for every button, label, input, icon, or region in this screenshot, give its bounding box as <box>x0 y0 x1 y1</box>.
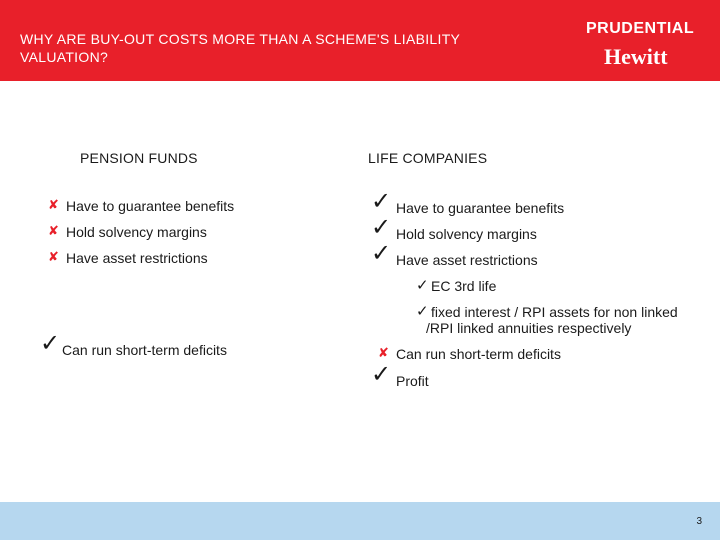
page-number: 3 <box>696 516 702 527</box>
check-icon: ✓ <box>371 361 392 388</box>
logo-hewitt: Hewitt <box>604 44 668 69</box>
life-item: Profit <box>396 373 429 389</box>
pension-item: Have to guarantee benefits <box>66 198 235 214</box>
cross-icon: ✘ <box>48 197 59 212</box>
life-item: Can run short-term deficits <box>396 346 561 362</box>
life-heading: LIFE COMPANIES <box>368 150 488 166</box>
life-subitem: EC 3rd life <box>431 278 497 294</box>
pension-item: Can run short-term deficits <box>62 342 227 358</box>
slide-title: WHY ARE BUY-OUT COSTS MORE THAN A SCHEME'S LIABILITY VALUATION? <box>20 31 460 65</box>
check-icon: ✓ <box>416 303 429 320</box>
check-icon: ✓ <box>416 277 429 294</box>
check-icon: ✓ <box>371 240 392 267</box>
cross-icon: ✘ <box>48 249 59 264</box>
life-subitem-continued: /RPI linked annuities respectively <box>426 320 632 336</box>
check-icon: ✓ <box>40 330 61 357</box>
pension-item: Hold solvency margins <box>66 224 207 240</box>
life-subitem: fixed interest / RPI assets for non linked <box>431 304 678 320</box>
life-item: Have asset restrictions <box>396 252 538 268</box>
header-bar <box>0 0 720 81</box>
pension-item: Have asset restrictions <box>66 250 208 266</box>
pension-heading: PENSION FUNDS <box>80 150 198 166</box>
footer-bar <box>0 502 720 540</box>
life-item: Have to guarantee benefits <box>396 200 565 216</box>
check-icon: ✓ <box>371 214 392 241</box>
cross-icon: ✘ <box>48 223 59 238</box>
check-icon: ✓ <box>371 188 392 215</box>
cross-icon: ✘ <box>378 345 389 360</box>
logo-prudential: PRUDENTIAL <box>586 20 695 37</box>
life-item: Hold solvency margins <box>396 226 537 242</box>
